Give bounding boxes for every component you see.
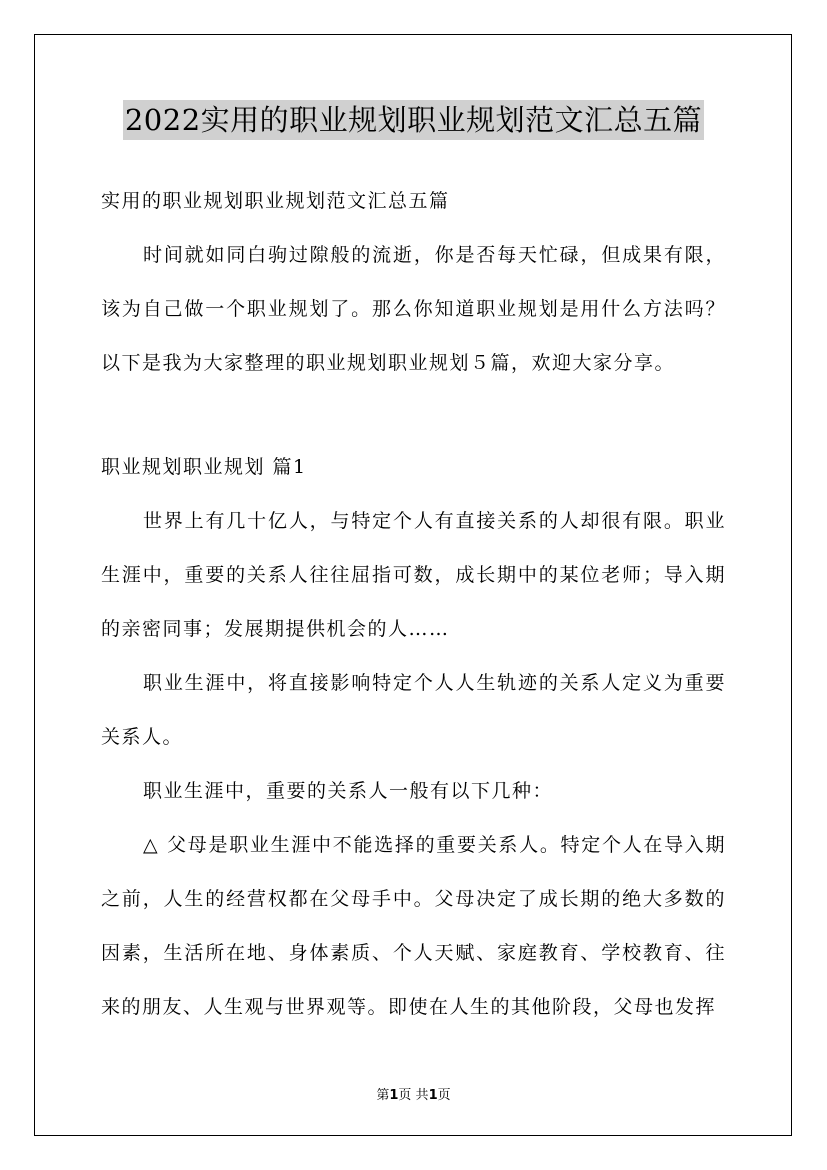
document-title: 2022实用的职业规划职业规划范文汇总五篇 bbox=[123, 100, 704, 140]
document-body bbox=[101, 174, 726, 1034]
subtitle: 实用的职业规划职业规划范文汇总五篇 bbox=[101, 190, 450, 212]
footer-page-number: 1 bbox=[389, 1088, 399, 1103]
body-paragraph: 职业生涯中，将直接影响特定个人人生轨迹的关系人定义为重要关系人。 bbox=[101, 672, 726, 748]
intro-paragraph: 时间就如同白驹过隙般的流逝，你是否每天忙碌，但成果有限，该为自己做一个职业规划了。那么你知道职业规划是用什么方法吗？以下是我为大家整理的职业规划职业规划５篇，欢迎大家分享。 bbox=[101, 244, 726, 374]
title-container bbox=[0, 100, 827, 140]
footer-mid: 页 共 bbox=[398, 1088, 429, 1103]
footer-prefix: 第 bbox=[376, 1088, 390, 1103]
body-paragraph: △ 父母是职业生涯中不能选择的重要关系人。特定个人在导入期之前，人生的经营权都在父母手中。父母决定了成长期的绝大多数的因素，生活所在地、身体素质、个人天赋、家庭教育、学校教育、往来的朋友、人生观与世界观等。即使在人生的其他阶段，父母也发挥 bbox=[101, 834, 726, 1018]
body-paragraph: 世界上有几十亿人，与特定个人有直接关系的人却很有限。职业生涯中，重要的关系人往往屈指可数，成长期中的某位老师；导入期的亲密同事；发展期提供机会的人…… bbox=[101, 510, 726, 640]
footer-total-pages: 1 bbox=[428, 1088, 438, 1103]
section-spacer bbox=[101, 390, 726, 440]
section-heading: 职业规划职业规划 篇1 bbox=[101, 456, 307, 478]
footer-suffix: 页 bbox=[437, 1088, 451, 1103]
body-paragraph: 职业生涯中，重要的关系人一般有以下几种： bbox=[143, 780, 554, 802]
page-footer bbox=[0, 1084, 827, 1103]
